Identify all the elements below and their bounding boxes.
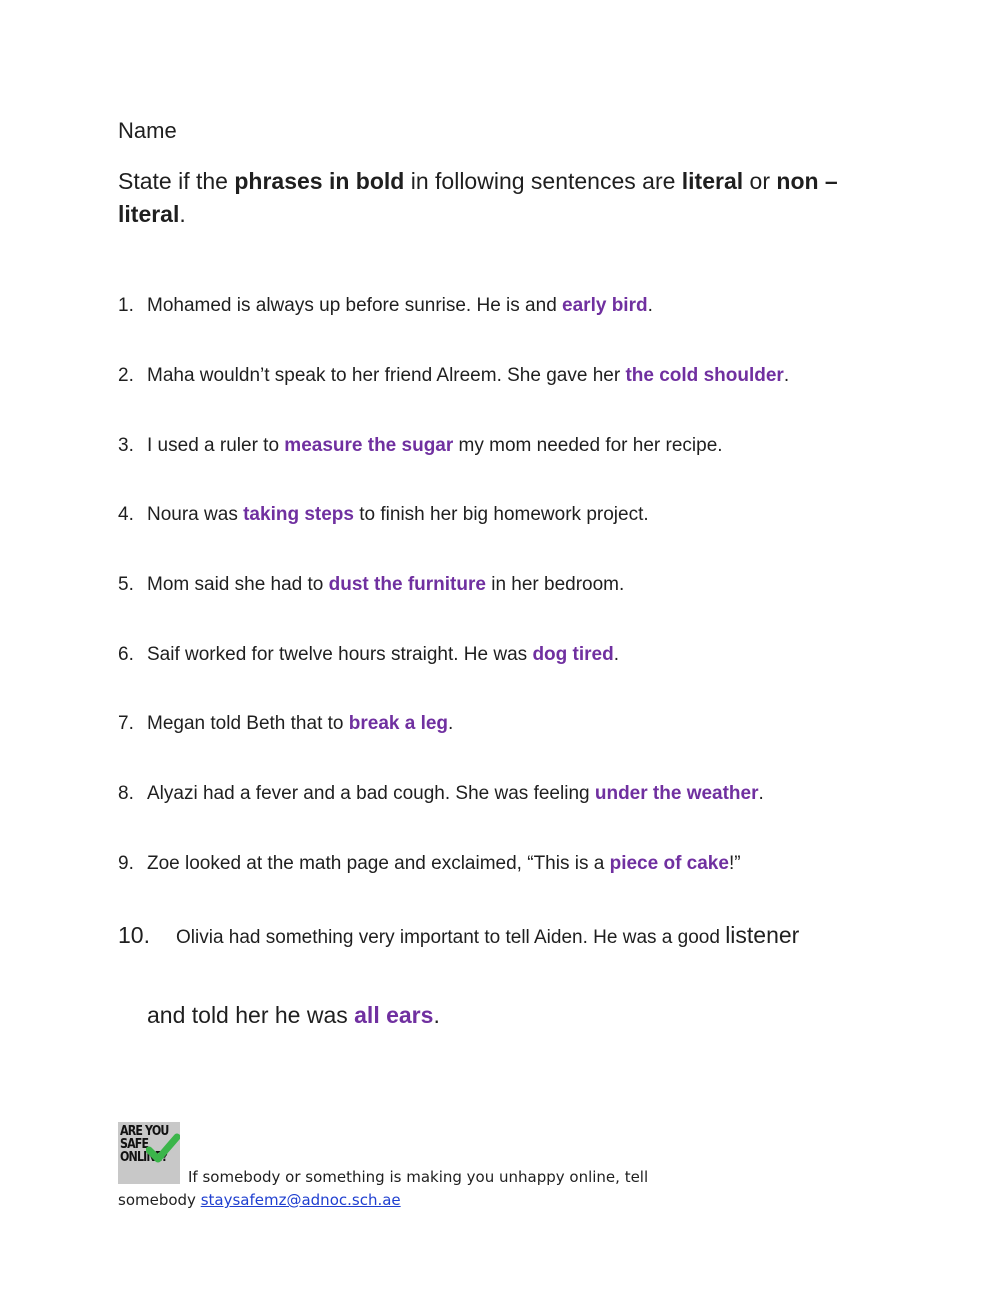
checkmark-icon	[146, 1132, 180, 1166]
sentence-item-9	[118, 853, 918, 875]
item-text-after: !”	[728, 853, 741, 874]
item-text-after: my mom needed for her recipe.	[453, 435, 723, 456]
item-phrase: break a leg	[348, 713, 449, 734]
item-text-after: .	[647, 295, 653, 316]
instructions-bold-phrases: phrases in bold	[234, 168, 405, 194]
footer-message-line-2	[118, 1191, 401, 1209]
item-text-after: .	[448, 713, 454, 734]
item-phrase: dog tired	[532, 644, 614, 665]
footer-message-line-1: If somebody or something is making you unhappy online, tell	[188, 1168, 649, 1186]
item-text-before: Saif worked for twelve hours straight. He was	[147, 644, 533, 665]
item-number: 9.	[118, 853, 134, 874]
item-number: 3.	[118, 435, 134, 456]
sentence-item-8	[118, 783, 918, 805]
item-number: 1.	[118, 295, 134, 316]
item-text-before: Zoe looked at the math page and exclaimed, “This is a	[147, 853, 610, 874]
sentence-item-3	[118, 435, 918, 457]
instructions-text-4: .	[179, 201, 186, 227]
item-text-before: Mom said she had to	[147, 574, 329, 595]
item-number: 10.	[118, 922, 150, 948]
logo-text: ARE YOU SAFE ONLINE?	[120, 1124, 169, 1165]
item-phrase: taking steps	[243, 504, 354, 525]
are-you-safe-online-logo	[118, 1122, 180, 1184]
item-text-before: I used a ruler to	[147, 435, 285, 456]
item-phrase: piece of cake	[609, 853, 729, 874]
item-text-after: .	[783, 365, 790, 386]
item-text-before: Alyazi had a fever and a bad cough. She was feeling	[147, 783, 595, 804]
item-number: 8.	[118, 783, 134, 804]
sentence-item-10	[118, 922, 799, 949]
sentence-item-2	[118, 365, 918, 387]
item-text-after: .	[613, 644, 619, 665]
item-number: 7.	[118, 713, 134, 734]
instructions-text-2: in following sentences are	[404, 168, 682, 194]
item-text-before: Mohamed is always up before sunrise. He is and	[147, 295, 563, 316]
item-number: 6.	[118, 644, 134, 665]
item-phrase: measure the sugar	[284, 435, 454, 456]
item-text-before: and told her he was	[147, 1002, 355, 1028]
item-text-before: Maha wouldn’t speak to her friend Alreem. She gave her	[147, 365, 626, 386]
item-text-after: .	[758, 783, 764, 804]
item-text-before: Megan told Beth that to	[147, 713, 349, 734]
sentence-item-7	[118, 713, 918, 735]
sentence-item-1	[118, 295, 918, 317]
instructions-bold-non-literal: non – literal	[118, 168, 838, 227]
sentence-item-6	[118, 644, 918, 666]
item-text-before: Olivia had something very important to tell Aiden. He was a good	[176, 927, 726, 948]
instructions-bold-literal: literal	[681, 168, 744, 194]
email-link[interactable]: staysafemz@adnoc.sch.ae	[200, 1191, 401, 1209]
instructions-text-1: State if the	[118, 168, 235, 194]
item-text-after: to finish her big homework project.	[353, 504, 649, 525]
item-text-listener: listener	[725, 922, 800, 948]
name-label: Name	[118, 118, 177, 143]
instructions-text-3: or	[743, 168, 777, 194]
item-number: 4.	[118, 504, 134, 525]
footer-message-text: somebody	[118, 1191, 201, 1209]
sentence-item-5	[118, 574, 918, 596]
item-phrase: the cold shoulder	[625, 365, 784, 386]
item-phrase: early bird	[562, 295, 648, 316]
item-number: 2.	[118, 365, 134, 386]
item-phrase: all ears	[354, 1002, 434, 1028]
item-text-after: in her bedroom.	[485, 574, 625, 595]
sentence-item-4	[118, 504, 918, 526]
item-number: 5.	[118, 574, 134, 595]
instructions	[118, 165, 878, 231]
sentence-item-10-continued	[147, 1002, 440, 1029]
item-phrase: under the weather	[594, 783, 759, 804]
item-text-before: Noura was	[147, 504, 244, 525]
item-phrase: dust the furniture	[328, 574, 486, 595]
item-text-after: .	[433, 1002, 440, 1028]
